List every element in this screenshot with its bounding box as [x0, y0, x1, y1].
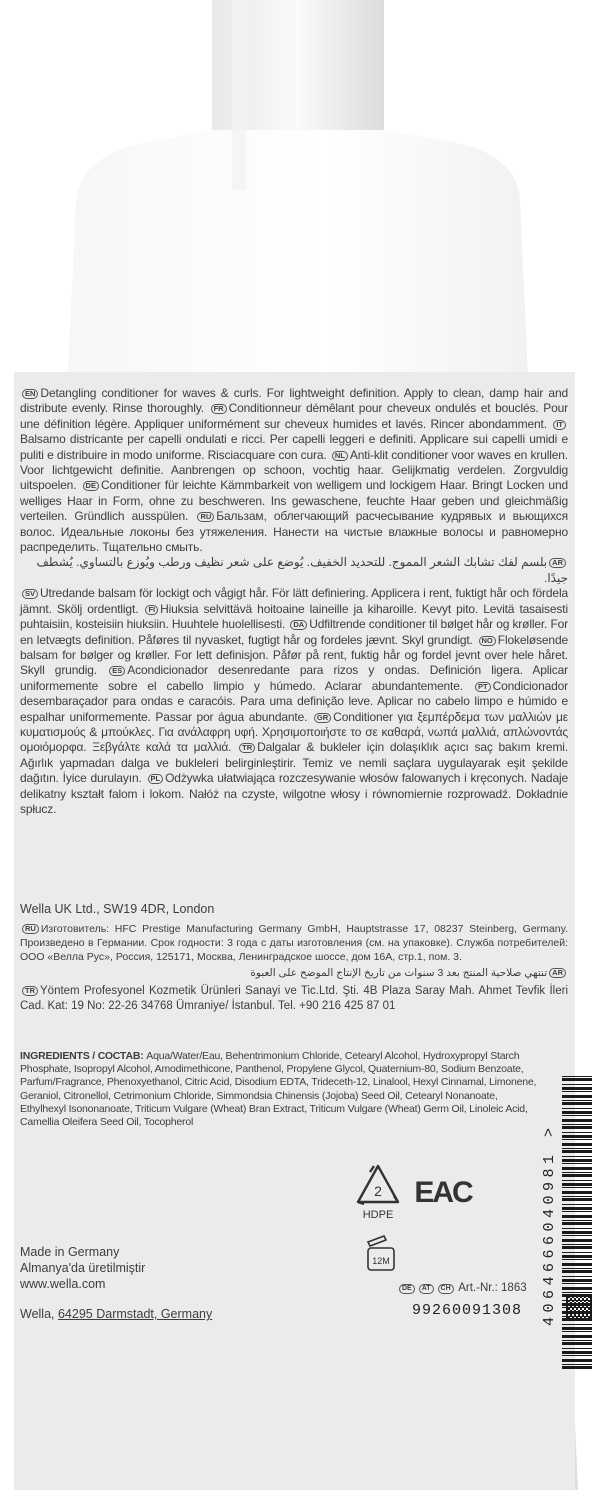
datamatrix-cell — [576, 1316, 578, 1318]
country-code-at: AT — [419, 1284, 434, 1294]
datamatrix-cell — [566, 1296, 568, 1298]
datamatrix-cell — [582, 1302, 584, 1304]
barcode-bar — [562, 1172, 592, 1173]
barcode-bar — [562, 1159, 592, 1162]
datamatrix-cell — [574, 1294, 576, 1296]
barcode-bar — [562, 1174, 592, 1177]
lang-code-fi: FI — [145, 605, 158, 615]
barcode-bar — [562, 1263, 592, 1266]
datamatrix-cell — [582, 1314, 584, 1316]
recycle-material: HDPE — [362, 1209, 394, 1221]
barcode-bar — [562, 1235, 592, 1236]
product-code: 99260091308 — [412, 1302, 523, 1319]
datamatrix-cell — [578, 1310, 580, 1312]
datamatrix-cell — [568, 1318, 570, 1320]
lang-code-tr: TR — [239, 743, 255, 753]
country-code-ch: CH — [438, 1284, 454, 1294]
datamatrix-cell — [590, 1314, 592, 1316]
barcode-bar — [562, 1148, 592, 1149]
article-row — [397, 1282, 527, 1294]
importer-tr — [20, 984, 568, 1014]
importer-ru-text: Изготовитель: HFC Prestige Manufacturing Germany GmbH, Hauptstrasse 17, 08237 Steinberg, Germany. Произведено в Германии. Срок годности: 3 года с даты изготовления (см. на упаковке). Служба потребителей: ООО «Велла Рус», Россия, 125171, Москва, Ленинградское шоссе, дом 16А, стр.1, пом. 3. — [20, 923, 568, 963]
recycle-hdpe-icon — [354, 1162, 402, 1224]
lang-code-it: IT — [553, 420, 566, 430]
importer-ar — [20, 966, 568, 980]
datamatrix-cell — [572, 1296, 574, 1298]
manufacturer-address — [20, 1307, 212, 1321]
barcode-bar — [562, 1359, 592, 1362]
datamatrix-cell — [570, 1318, 572, 1320]
datamatrix-cell — [572, 1312, 574, 1314]
datamatrix-cell — [576, 1318, 578, 1320]
lang-code-ru: RU — [197, 512, 214, 522]
barcode-bar — [562, 1115, 592, 1116]
barcode — [562, 1072, 592, 1372]
datamatrix-cell — [588, 1308, 590, 1310]
datamatrix-cell — [570, 1310, 572, 1312]
importer-ar-text: تنتهي صلاحية المنتج بعد 3 سنوات من تاريخ الإنتاج الموضح على العبوة — [250, 967, 548, 979]
ingredients-heading: INGREDIENTS / СОСТАВ: — [20, 1050, 144, 1062]
barcode-bar — [562, 1187, 592, 1188]
multilingual-description — [20, 386, 568, 817]
description-fi: Hiuksia selvittävä hoitoaine laineille ja kiharoille. Kevyt pito. Levitä tasaisesti puhtaisiin, kosteisiin hiuksiin. Huuhtele huolellisesti. — [20, 601, 568, 632]
barcode-bar — [562, 1355, 592, 1356]
datamatrix-cell — [576, 1296, 578, 1298]
barcode-bar — [562, 1078, 592, 1081]
datamatrix-cell — [588, 1296, 590, 1298]
ingredients-text: Aqua/Water/Eau, Behentrimonium Chloride, Cetearyl Alcohol, Hydroxypropyl Starch Phosphate, Isopropyl Alcohol, Amodimethicone, Panthenol, Propylene Glycol, Quaternium-80, Sodium Benzoate, Parfum/Fragrance, Phenoxyethanol, Citric Acid, Disodium EDTA, Trideceth-12, Linalool, Hexyl Cinnamal, Limonene, Geraniol, Citronellol, Cetrimonium Chloride, Simmondsia Chinensis (Jojoba) Seed Oil, Cetearyl Nonanoate, Ethylhexyl Isononanoate, Triticum Vulgare (Wheat) Bran Extract, Triticum Vulgare (Wheat) Germ Oil, Linoleic Acid, Camellia Oleifera Seed Oil, Tocopherol — [20, 1050, 537, 1129]
description-gr: Conditioner για ξεμπέρδεμα των μαλλιών με κυματισμούς & μπούκλες. Για ανάλαφρη υφή. Χρησιμοποιήστε το σε καθαρά, νωπά μαλλιά, απλώνοντάς ομοιόμορφα. Ξεβγάλτε καλά τα μαλλιά. — [20, 709, 568, 755]
datamatrix-cell — [590, 1316, 592, 1318]
datamatrix-cell — [570, 1294, 572, 1296]
made-in-turkish: Almanya'da üretilmiştir — [20, 1261, 146, 1275]
datamatrix-cell — [582, 1306, 584, 1308]
datamatrix-cell — [590, 1306, 592, 1308]
barcode-bar — [562, 1143, 592, 1146]
datamatrix-cell — [566, 1294, 568, 1296]
barcode-bar — [562, 1124, 592, 1125]
datamatrix-cell — [578, 1314, 580, 1316]
datamatrix-cell — [580, 1296, 582, 1298]
datamatrix-cell — [580, 1312, 582, 1314]
datamatrix-cell — [574, 1302, 576, 1304]
datamatrix-cell — [590, 1312, 592, 1314]
barcode-bar — [562, 1231, 592, 1234]
datamatrix-cell — [570, 1298, 572, 1300]
barcode-bar — [562, 1100, 592, 1101]
datamatrix-cell — [582, 1298, 584, 1300]
datamatrix-cell — [590, 1308, 592, 1310]
barcode-bar — [562, 1198, 592, 1201]
product-label — [14, 372, 575, 1490]
datamatrix-cell — [566, 1318, 568, 1320]
barcode-bar — [562, 1220, 592, 1221]
barcode-bar — [562, 1207, 592, 1210]
lang-code-de: DE — [83, 481, 99, 491]
datamatrix-cell — [586, 1318, 588, 1320]
datamatrix-cell — [580, 1304, 582, 1306]
datamatrix-cell — [586, 1306, 588, 1308]
datamatrix-cell — [586, 1294, 588, 1296]
manufacturer-city: 64295 Darmstadt, Germany — [57, 1307, 213, 1321]
barcode-bar — [562, 1150, 592, 1153]
barcode-bar — [562, 1327, 592, 1330]
barcode-bar — [562, 1087, 592, 1090]
description-sv: Utredande balsam för lockigt och vågigt hår. För lätt definiering. Applicera i rent, fuktigt hår och fördela jämnt. Skölj ordentligt. — [20, 586, 568, 616]
description-it: Balsamo districante per capelli ondulati e ricci. Per capelli leggeri e definiti. Applicare sui capelli umidi e puliti e distribuire in modo uniforme. Risciacquare con cura. — [20, 432, 568, 462]
barcode-number: 4064666040981 — [541, 1150, 558, 1327]
description-en: Detangling conditioner for waves & curls. For lightweight definition. Apply to clean, damp hair and distribute evenly. Rinse thoroughly. — [20, 386, 568, 416]
barcode-bar — [562, 1095, 592, 1098]
manufacturer-prefix: Wella, — [20, 1307, 58, 1321]
datamatrix-cell — [566, 1314, 568, 1316]
datamatrix-cell — [574, 1306, 576, 1308]
barcode-end-mark: > — [541, 1123, 558, 1138]
datamatrix-cell — [590, 1294, 592, 1296]
barcode-bar — [562, 1246, 592, 1249]
datamatrix-cell — [574, 1310, 576, 1312]
barcode-bar — [562, 1252, 592, 1253]
datamatrix-cell — [578, 1318, 580, 1320]
datamatrix-cell — [578, 1294, 580, 1296]
datamatrix-cell — [590, 1310, 592, 1312]
lang-code-es: ES — [109, 666, 125, 676]
lang-code-ar: AR — [549, 558, 566, 568]
datamatrix-cell — [570, 1306, 572, 1308]
barcode-bar — [562, 1132, 592, 1133]
barcode-bar — [562, 1335, 592, 1338]
datamatrix-cell — [584, 1308, 586, 1310]
barcode-bar — [562, 1287, 592, 1290]
datamatrix-cell — [566, 1300, 568, 1302]
website: www.wella.com — [20, 1277, 106, 1291]
datamatrix-cell — [582, 1294, 584, 1296]
datamatrix-cell — [582, 1310, 584, 1312]
ingredients-list — [20, 1050, 540, 1129]
barcode-bar — [562, 1215, 592, 1218]
barcode-bar — [562, 1268, 592, 1269]
barcode-bar — [562, 1239, 592, 1242]
datamatrix-cell — [566, 1308, 568, 1310]
importer-uk: Wella UK Ltd., SW19 4DR, London — [20, 902, 215, 916]
description-nl: Anti-klit conditioner voor waves en krullen. Voor lichtgewicht definitie. Aanbrengen op schoon, vochtig haar. Gelijkmatig verdelen. Zorgvuldig uitspoelen. — [20, 447, 568, 493]
barcode-bar — [562, 1084, 592, 1085]
datamatrix-cell — [588, 1304, 590, 1306]
barcode-bar — [562, 1191, 592, 1194]
datamatrix-cell — [568, 1308, 570, 1310]
barcode-bar — [562, 1364, 592, 1365]
datamatrix-cell — [590, 1298, 592, 1300]
datamatrix-cell — [580, 1308, 582, 1310]
description-ar: بلسم لفك تشابك الشعر المموج. للتحديد الخفيف. يُوضع على شعر نظيف ورطب ويُوزع بالتساوي. يُشطف جيدًا. — [36, 555, 568, 585]
datamatrix-cell — [588, 1312, 590, 1314]
description-no: Flokeløsende balsam for bølger og krøller. For lett definisjon. Påfør på rent, fuktig hår og fordel jevnt over hele håret. Skyll grundig. — [20, 632, 569, 678]
datamatrix-cell — [572, 1304, 574, 1306]
lang-code-no: NO — [479, 636, 496, 646]
description-pl: Odżywka ułatwiająca rozczesywanie włosów falowanych i kręconych. Nadaje delikatny kształt falom i lokom. Nałóż na czyste, wilgotne włosy i równomiernie rozprowadź. Dokładnie spłucz. — [20, 771, 569, 816]
datamatrix-cell — [574, 1314, 576, 1316]
datamatrix-cell — [586, 1298, 588, 1300]
barcode-bar — [562, 1331, 592, 1332]
lang-code-tr-importer: TR — [22, 986, 38, 996]
datamatrix-cell — [570, 1314, 572, 1316]
datamatrix-cell — [566, 1306, 568, 1308]
lang-code-pt: PT — [475, 682, 491, 692]
datamatrix-cell — [590, 1300, 592, 1302]
barcode-bar — [562, 1283, 592, 1284]
description-da: Udfiltrende conditioner til bølget hår og krøller. For en letvægts definition. Påføres til nyvasket, fugtigt hår og fordeles jævnt. Skyl grundigt. — [20, 617, 568, 647]
datamatrix-cell — [586, 1314, 588, 1316]
barcode-bar — [562, 1279, 592, 1282]
datamatrix-cell — [590, 1296, 592, 1298]
description-es: Acondicionador desenredante para rizos y ondas. Definición ligera. Aplicar uniformemente sobre el cabello limpio y húmedo. Aclarar abundantemente. — [20, 663, 569, 693]
barcode-bar — [562, 1196, 592, 1197]
barcode-bar — [562, 1076, 592, 1077]
barcode-bar — [562, 1126, 592, 1129]
barcode-bar — [562, 1139, 592, 1140]
datamatrix-cell — [588, 1318, 590, 1320]
datamatrix-cell — [578, 1298, 580, 1300]
lang-code-ru-importer: RU — [22, 924, 39, 934]
datamatrix-cell — [576, 1300, 578, 1302]
barcode-bar — [562, 1340, 592, 1341]
datamatrix-cell — [580, 1318, 582, 1320]
barcode-bar — [562, 1348, 592, 1349]
barcode-bar — [562, 1270, 592, 1273]
datamatrix-cell — [576, 1304, 578, 1306]
description-ru: Бальзам, облегчающий расчесывание кудрявых и вьющихся волос. Идеальные локоны без утяжеления. Нанести на чистые влажные волосы и равномерно распределить. Тщательно смыть. — [20, 509, 569, 555]
description-fr: Conditionneur démêlant pour cheveux ondulés et bouclés. Pour une définition légère. Appliquer uniformément sur cheveux humides et lavés. Rincer abondamment. — [20, 401, 568, 431]
description-de: Conditioner für leichte Kämmbarkeit von welligem und lockigem Haar. Bringt Locken und welliges Haar in Form, ohne zu beschweren. Ins gewaschene, feuchte Haar geben und gleichmäßig verteilen. Gründlich ausspülen. — [20, 478, 569, 524]
datamatrix-cell — [574, 1318, 576, 1320]
lang-code-fr: FR — [211, 404, 227, 414]
barcode-bar — [562, 1255, 592, 1258]
datamatrix-cell — [580, 1316, 582, 1318]
barcode-bar — [562, 1180, 592, 1181]
datamatrix-cell — [568, 1304, 570, 1306]
datamatrix-cell — [568, 1312, 570, 1314]
datamatrix-cell — [584, 1312, 586, 1314]
datamatrix-cell — [572, 1316, 574, 1318]
datamatrix-cell — [572, 1318, 574, 1320]
datamatrix-cell — [586, 1310, 588, 1312]
datamatrix-cell — [576, 1312, 578, 1314]
datamatrix-cell — [584, 1318, 586, 1320]
datamatrix-cell — [572, 1308, 574, 1310]
barcode-bar — [562, 1102, 592, 1105]
barcode-bar — [562, 1167, 592, 1170]
barcode-digits — [541, 1080, 561, 1370]
datamatrix-cell — [578, 1302, 580, 1304]
datamatrix-cell — [584, 1300, 586, 1302]
datamatrix-cell — [570, 1302, 572, 1304]
article-number: Art.-Nr.: 1863 — [458, 1282, 527, 1294]
lang-code-en: EN — [22, 389, 38, 399]
datamatrix-cell — [590, 1304, 592, 1306]
lang-code-da: DA — [290, 620, 307, 630]
barcode-bar — [562, 1292, 592, 1293]
made-in-germany: Made in Germany — [20, 1245, 120, 1259]
barcode-bar — [562, 1183, 592, 1186]
datamatrix-cell — [572, 1300, 574, 1302]
barcode-bar — [562, 1244, 592, 1245]
datamatrix-cell — [590, 1302, 592, 1304]
datamatrix-cell — [576, 1308, 578, 1310]
datamatrix-cell — [566, 1316, 568, 1318]
datamatrix-cell — [578, 1306, 580, 1308]
pao-jar-icon — [362, 1232, 400, 1274]
barcode-bar — [562, 1342, 592, 1345]
datamatrix-cell — [584, 1316, 586, 1318]
datamatrix-cell — [584, 1296, 586, 1298]
importer-info — [20, 902, 568, 1014]
barcode-bar — [562, 1156, 592, 1157]
datamatrix-cell — [568, 1296, 570, 1298]
barcode-bar — [562, 1211, 592, 1212]
datamatrix-cell — [588, 1316, 590, 1318]
description-tr: Dalgalar & bukleler için dolaşıklık açıcı saç bakım kremi. Ağırlık yapmadan dalga ve bukleleri belirginleştirir. Temiz ve nemli saçlara uygulayarak eşit şekilde dağıtın. İyice durulayın. — [20, 740, 568, 786]
barcode-bar — [562, 1111, 592, 1114]
datamatrix-cell — [582, 1318, 584, 1320]
datamatrix-cell — [568, 1300, 570, 1302]
datamatrix-cell — [574, 1298, 576, 1300]
importer-tr-text: Yöntem Profesyonel Kozmetik Ürünleri Sanayi ve Tic.Ltd. Şti. 4B Plaza Saray Mah. Ahmet Tevfik İleri Cad. Kat: 19 No: 22-26 34768 Ümraniye/ İstanbul. Tel. +90 216 425 87 01 — [20, 985, 568, 1012]
barcode-bar — [562, 1259, 592, 1260]
pao-label: 12M — [372, 1256, 390, 1266]
datamatrix-cell — [566, 1310, 568, 1312]
lang-code-gr: GR — [314, 713, 331, 723]
barcode-bar — [562, 1108, 592, 1109]
description-pt: Condicionador desembaraçador para ondas e caracóis. Para uma definição leve. Aplicar no cabelo limpo e húmido e espalhar uniformemente. Passar por água abundante. — [20, 678, 569, 724]
datamatrix-cell — [566, 1298, 568, 1300]
barcode-bar — [562, 1222, 592, 1225]
lang-code-pl: PL — [148, 774, 164, 784]
barcode-bar — [562, 1091, 592, 1092]
lang-code-sv: SV — [22, 589, 38, 599]
recycle-number: 2 — [374, 1183, 382, 1199]
barcode-bar — [562, 1228, 592, 1229]
made-in-block — [20, 1244, 145, 1292]
barcode-bar — [562, 1276, 592, 1277]
lang-code-ar-importer: AR — [549, 968, 566, 978]
barcode-bar — [562, 1135, 592, 1138]
barcode-bar — [562, 1351, 592, 1354]
datamatrix-cell — [566, 1304, 568, 1306]
datamatrix-cell — [586, 1302, 588, 1304]
barcode-bar — [562, 1366, 592, 1369]
lang-code-nl: NL — [332, 451, 348, 461]
barcode-bar — [562, 1324, 592, 1325]
datamatrix-cell — [566, 1312, 568, 1314]
datamatrix-cell — [588, 1300, 590, 1302]
importer-ru — [20, 922, 568, 964]
datamatrix-code-icon — [566, 1294, 592, 1320]
country-code-de: DE — [399, 1284, 415, 1294]
datamatrix-cell — [580, 1300, 582, 1302]
barcode-bar — [562, 1204, 592, 1205]
barcode-bar — [562, 1163, 592, 1164]
eac-text: EAC — [414, 1176, 472, 1209]
datamatrix-cell — [590, 1318, 592, 1320]
eac-mark-icon — [414, 1172, 472, 1209]
datamatrix-cell — [584, 1304, 586, 1306]
datamatrix-cell — [566, 1302, 568, 1304]
barcode-bar — [562, 1119, 592, 1122]
datamatrix-cell — [568, 1316, 570, 1318]
